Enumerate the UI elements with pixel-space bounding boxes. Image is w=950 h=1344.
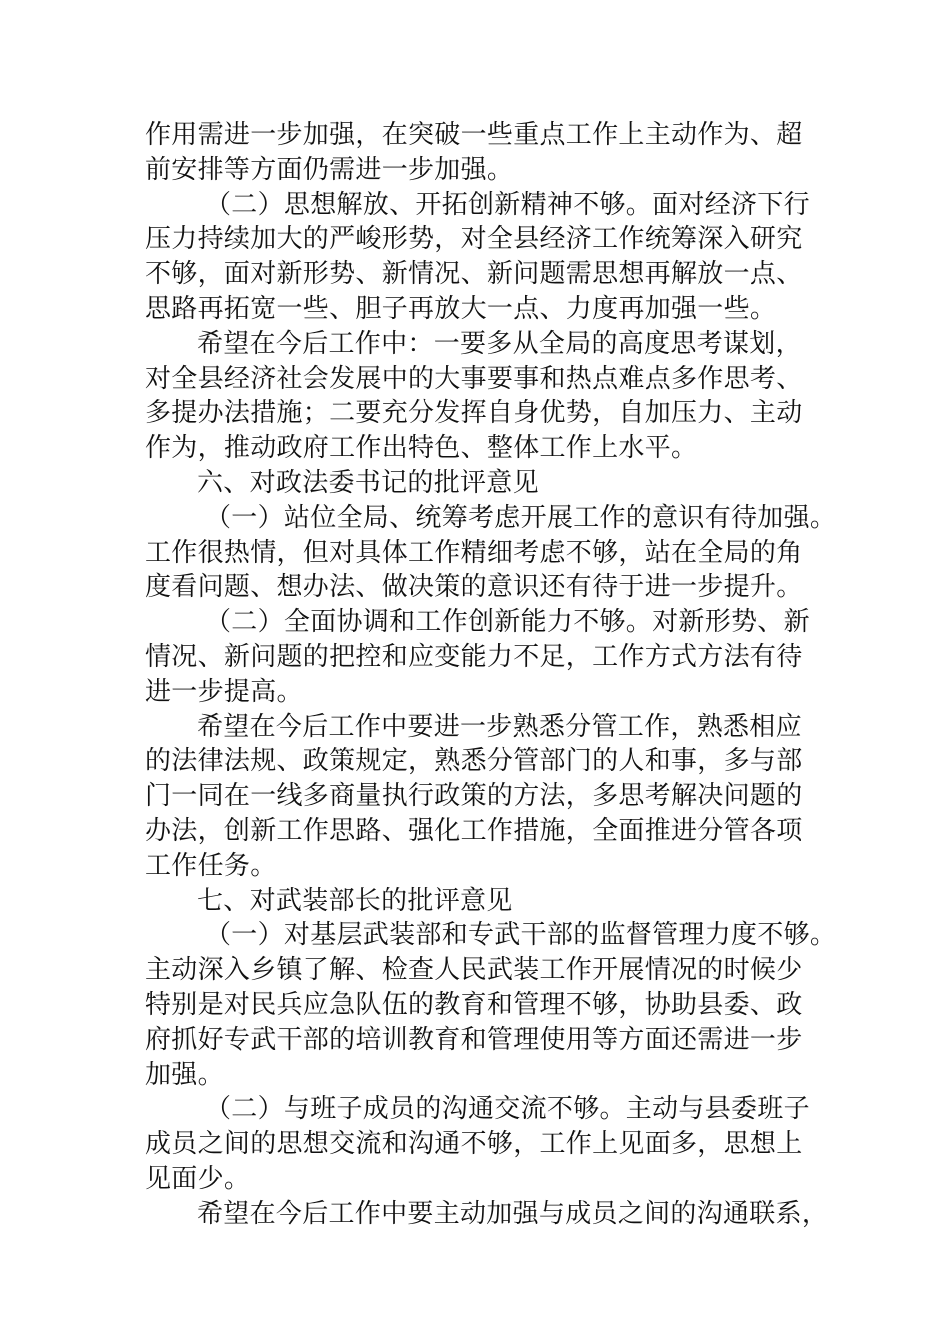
text-line: 主动深入乡镇了解、检查人民武装工作开展情况的时候少 bbox=[145, 955, 803, 986]
section-heading-line: （一）站位全局、统筹考虑开展工作的意识有待加强。 bbox=[205, 502, 837, 533]
text-line: 情况、新问题的把控和应变能力不足，工作方式方法有待 bbox=[145, 641, 803, 672]
text-line: 思路再拓宽一些、胆子再放大一点、力度再加强一些。 bbox=[145, 293, 777, 324]
text-line: 见面少。 bbox=[145, 1163, 251, 1194]
text-line: 对全县经济社会发展中的大事要事和热点难点多作思考、 bbox=[145, 363, 803, 394]
text-line: 作用需进一步加强，在突破一些重点工作上主动作为、超 bbox=[145, 120, 803, 150]
text-line: 度看问题、想办法、做决策的意识还有待于进一步提升。 bbox=[145, 572, 803, 603]
text-line: 作为，推动政府工作出特色、整体工作上水平。 bbox=[145, 433, 698, 464]
text-line: 工作很热情，但对具体工作精细考虑不够，站在全局的角 bbox=[145, 537, 803, 568]
text-line: 多提办法措施；二要充分发挥自身优势，自加压力、主动 bbox=[145, 398, 803, 429]
text-line: 进一步提高。 bbox=[145, 676, 303, 707]
section-heading-line: （一）对基层武装部和专武干部的监督管理力度不够。 bbox=[205, 920, 837, 951]
document-body bbox=[145, 118, 837, 1232]
paragraph-start-line: 希望在今后工作中要进一步熟悉分管工作，熟悉相应 bbox=[197, 711, 802, 742]
section-heading-line: （二）全面协调和工作创新能力不够。对新形势、新 bbox=[205, 607, 810, 638]
section-heading-line: （二）思想解放、开拓创新精神不够。面对经济下行 bbox=[205, 189, 810, 220]
paragraph-start-line: 希望在今后工作中要主动加强与成员之间的沟通联系， bbox=[197, 1198, 829, 1229]
text-line: 不够，面对新形势、新情况、新问题需思想再解放一点、 bbox=[145, 259, 803, 290]
section-heading-line: （二）与班子成员的沟通交流不够。主动与县委班子 bbox=[205, 1094, 810, 1125]
text-line: 门一同在一线多商量执行政策的方法，多思考解决问题的 bbox=[145, 781, 803, 812]
text-line: 成员之间的思想交流和沟通不够，工作上见面多，思想上 bbox=[145, 1129, 803, 1160]
text-line: 前安排等方面仍需进一步加强。 bbox=[145, 154, 514, 185]
text-line: 工作任务。 bbox=[145, 850, 277, 881]
text-line: 办法，创新工作思路、强化工作措施，全面推进分管各项 bbox=[145, 815, 803, 846]
paragraph-start-line: 希望在今后工作中：一要多从全局的高度思考谋划， bbox=[197, 328, 802, 359]
text-line: 的法律法规、政策规定，熟悉分管部门的人和事，多与部 bbox=[145, 746, 803, 777]
text-line: 府抓好专武干部的培训教育和管理使用等方面还需进一步 bbox=[145, 1024, 803, 1055]
section-title: 七、对武装部长的批评意见 bbox=[197, 885, 513, 916]
text-line: 特别是对民兵应急队伍的教育和管理不够，协助县委、政 bbox=[145, 989, 803, 1020]
text-line: 加强。 bbox=[145, 1059, 224, 1090]
section-title: 六、对政法委书记的批评意见 bbox=[197, 467, 539, 498]
text-line: 压力持续加大的严峻形势，对全县经济工作统筹深入研究 bbox=[145, 224, 803, 255]
